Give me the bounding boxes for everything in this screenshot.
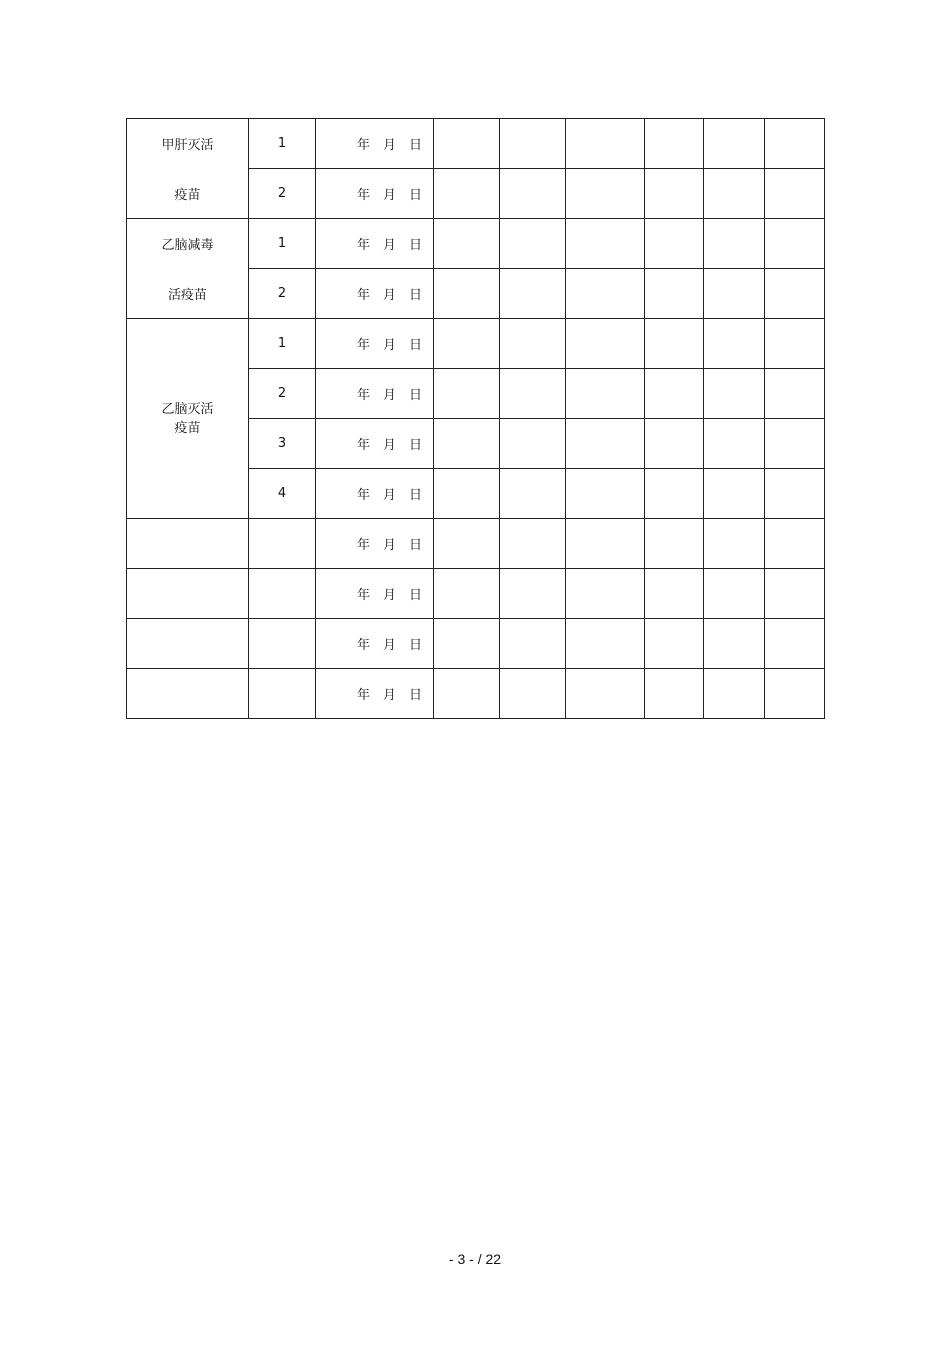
month-label: 月 bbox=[382, 488, 396, 503]
empty-cell bbox=[704, 319, 765, 369]
vaccine-name-line2: 疫苗 bbox=[127, 169, 249, 219]
empty-cell bbox=[249, 619, 316, 669]
empty-cell bbox=[434, 119, 500, 169]
empty-cell bbox=[566, 519, 645, 569]
dose-number: 2 bbox=[249, 169, 316, 219]
table-row bbox=[127, 569, 825, 619]
date-cell bbox=[316, 519, 434, 569]
empty-cell bbox=[500, 469, 566, 519]
vaccine-name-line1: 乙脑灭活 bbox=[161, 401, 214, 417]
empty-cell bbox=[566, 419, 645, 469]
day-label: 日 bbox=[408, 438, 422, 453]
empty-cell bbox=[500, 219, 566, 269]
empty-cell bbox=[765, 369, 825, 419]
date-cell bbox=[316, 369, 434, 419]
empty-cell bbox=[765, 419, 825, 469]
empty-cell bbox=[566, 169, 645, 219]
month-label: 月 bbox=[382, 588, 396, 603]
month-label: 月 bbox=[382, 638, 396, 653]
year-label: 年 bbox=[356, 388, 370, 403]
empty-cell bbox=[566, 369, 645, 419]
empty-cell bbox=[765, 619, 825, 669]
vaccination-record-table bbox=[126, 118, 825, 719]
year-label: 年 bbox=[356, 188, 370, 203]
empty-cell bbox=[249, 569, 316, 619]
empty-cell bbox=[434, 269, 500, 319]
empty-cell bbox=[765, 469, 825, 519]
empty-cell bbox=[645, 619, 704, 669]
empty-cell bbox=[704, 519, 765, 569]
day-label: 日 bbox=[408, 488, 422, 503]
empty-cell bbox=[765, 219, 825, 269]
dose-number: 1 bbox=[249, 119, 316, 169]
empty-cell bbox=[704, 619, 765, 669]
empty-cell bbox=[127, 669, 249, 719]
empty-cell bbox=[434, 669, 500, 719]
empty-cell bbox=[127, 619, 249, 669]
day-label: 日 bbox=[408, 288, 422, 303]
empty-cell bbox=[645, 369, 704, 419]
empty-cell bbox=[645, 469, 704, 519]
table-row bbox=[127, 619, 825, 669]
empty-cell bbox=[765, 519, 825, 569]
day-label: 日 bbox=[408, 238, 422, 253]
empty-cell bbox=[765, 569, 825, 619]
day-label: 日 bbox=[408, 588, 422, 603]
empty-cell bbox=[566, 319, 645, 369]
empty-cell bbox=[765, 669, 825, 719]
vaccine-name-line1: 甲肝灭活 bbox=[127, 119, 249, 169]
empty-cell bbox=[434, 569, 500, 619]
day-label: 日 bbox=[408, 138, 422, 153]
empty-cell bbox=[500, 569, 566, 619]
year-label: 年 bbox=[356, 538, 370, 553]
empty-cell bbox=[566, 119, 645, 169]
day-label: 日 bbox=[408, 538, 422, 553]
empty-cell bbox=[765, 119, 825, 169]
empty-cell bbox=[645, 319, 704, 369]
year-label: 年 bbox=[356, 438, 370, 453]
empty-cell bbox=[566, 569, 645, 619]
empty-cell bbox=[249, 669, 316, 719]
day-label: 日 bbox=[408, 188, 422, 203]
month-label: 月 bbox=[382, 188, 396, 203]
empty-cell bbox=[566, 669, 645, 719]
empty-cell bbox=[434, 419, 500, 469]
empty-cell bbox=[434, 369, 500, 419]
empty-cell bbox=[434, 169, 500, 219]
empty-cell bbox=[645, 419, 704, 469]
year-label: 年 bbox=[356, 238, 370, 253]
year-label: 年 bbox=[356, 288, 370, 303]
date-cell bbox=[316, 619, 434, 669]
empty-cell bbox=[500, 119, 566, 169]
date-cell bbox=[316, 219, 434, 269]
date-cell bbox=[316, 419, 434, 469]
empty-cell bbox=[645, 119, 704, 169]
date-cell bbox=[316, 119, 434, 169]
empty-cell bbox=[645, 669, 704, 719]
table-row bbox=[127, 269, 825, 319]
date-cell bbox=[316, 669, 434, 719]
empty-cell bbox=[645, 269, 704, 319]
empty-cell bbox=[500, 669, 566, 719]
date-cell bbox=[316, 319, 434, 369]
vaccine-name-line2: 疫苗 bbox=[174, 420, 201, 436]
empty-cell bbox=[434, 219, 500, 269]
month-label: 月 bbox=[382, 538, 396, 553]
empty-cell bbox=[765, 169, 825, 219]
table-row bbox=[127, 219, 825, 269]
day-label: 日 bbox=[408, 688, 422, 703]
dose-number: 2 bbox=[249, 269, 316, 319]
year-label: 年 bbox=[356, 138, 370, 153]
empty-cell bbox=[704, 669, 765, 719]
empty-cell bbox=[566, 469, 645, 519]
year-label: 年 bbox=[356, 638, 370, 653]
empty-cell bbox=[500, 269, 566, 319]
month-label: 月 bbox=[382, 688, 396, 703]
empty-cell bbox=[704, 269, 765, 319]
month-label: 月 bbox=[382, 288, 396, 303]
date-cell bbox=[316, 269, 434, 319]
year-label: 年 bbox=[356, 588, 370, 603]
empty-cell bbox=[704, 419, 765, 469]
empty-cell bbox=[645, 569, 704, 619]
empty-cell bbox=[765, 319, 825, 369]
empty-cell bbox=[704, 369, 765, 419]
empty-cell bbox=[566, 619, 645, 669]
empty-cell bbox=[127, 569, 249, 619]
month-label: 月 bbox=[382, 138, 396, 153]
month-label: 月 bbox=[382, 338, 396, 353]
empty-cell bbox=[645, 519, 704, 569]
empty-cell bbox=[704, 569, 765, 619]
empty-cell bbox=[566, 219, 645, 269]
empty-cell bbox=[704, 119, 765, 169]
month-label: 月 bbox=[382, 388, 396, 403]
dose-number: 1 bbox=[249, 319, 316, 369]
empty-cell bbox=[500, 369, 566, 419]
year-label: 年 bbox=[356, 488, 370, 503]
month-label: 月 bbox=[382, 438, 396, 453]
empty-cell bbox=[500, 519, 566, 569]
empty-cell bbox=[127, 519, 249, 569]
year-label: 年 bbox=[356, 688, 370, 703]
empty-cell bbox=[249, 519, 316, 569]
empty-cell bbox=[434, 519, 500, 569]
empty-cell bbox=[500, 319, 566, 369]
date-cell bbox=[316, 169, 434, 219]
empty-cell bbox=[645, 169, 704, 219]
empty-cell bbox=[434, 319, 500, 369]
vaccine-name-line2: 活疫苗 bbox=[127, 269, 249, 319]
vaccine-name-cell bbox=[127, 319, 249, 519]
empty-cell bbox=[645, 219, 704, 269]
dose-number: 1 bbox=[249, 219, 316, 269]
year-label: 年 bbox=[356, 338, 370, 353]
table-row bbox=[127, 169, 825, 219]
empty-cell bbox=[500, 619, 566, 669]
date-cell bbox=[316, 469, 434, 519]
dose-number: 2 bbox=[249, 369, 316, 419]
day-label: 日 bbox=[408, 638, 422, 653]
day-label: 日 bbox=[408, 388, 422, 403]
table-row bbox=[127, 669, 825, 719]
empty-cell bbox=[765, 269, 825, 319]
vaccine-name-line1: 乙脑减毒 bbox=[127, 219, 249, 269]
empty-cell bbox=[704, 219, 765, 269]
table-row bbox=[127, 519, 825, 569]
empty-cell bbox=[500, 419, 566, 469]
dose-number: 3 bbox=[249, 419, 316, 469]
empty-cell bbox=[566, 269, 645, 319]
empty-cell bbox=[434, 619, 500, 669]
month-label: 月 bbox=[382, 238, 396, 253]
table-row bbox=[127, 119, 825, 169]
empty-cell bbox=[500, 169, 566, 219]
page-number: - 3 - / 22 bbox=[448, 1251, 502, 1267]
dose-number: 4 bbox=[249, 469, 316, 519]
day-label: 日 bbox=[408, 338, 422, 353]
table-row bbox=[127, 319, 825, 369]
empty-cell bbox=[704, 169, 765, 219]
empty-cell bbox=[434, 469, 500, 519]
empty-cell bbox=[704, 469, 765, 519]
date-cell bbox=[316, 569, 434, 619]
